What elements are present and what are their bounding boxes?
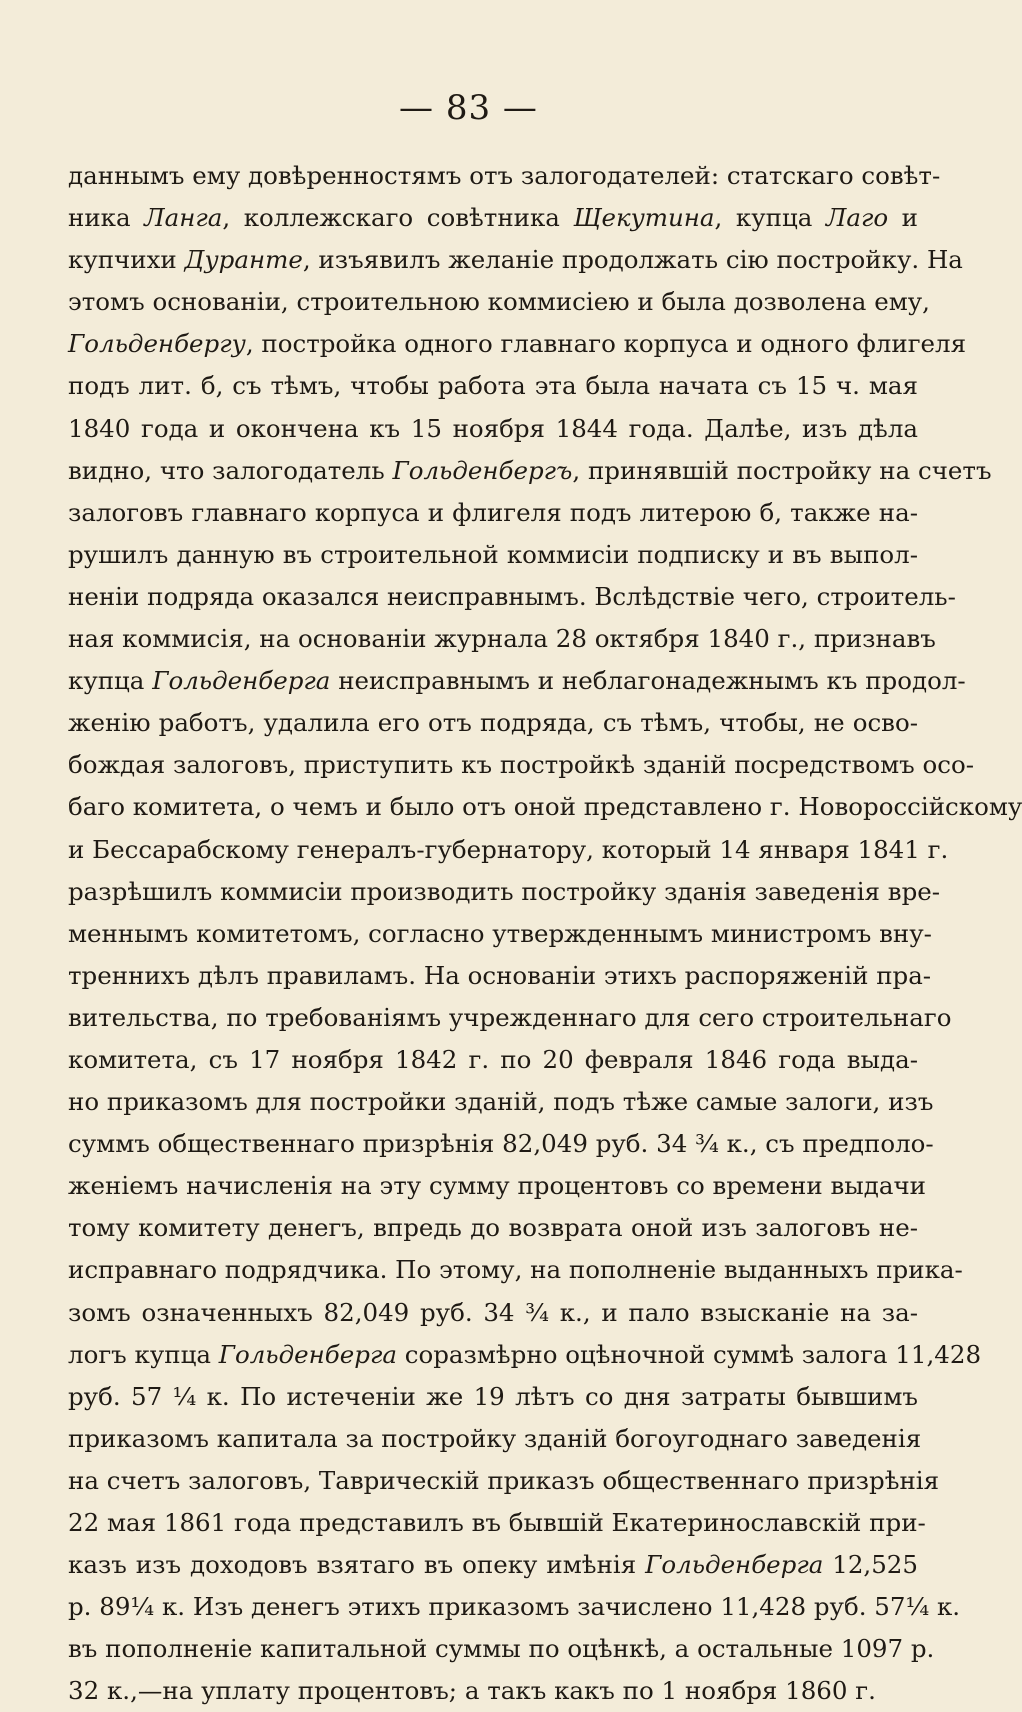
text-line — [68, 1502, 926, 1544]
text-segment: этомъ основаніи, строительною коммисіею и была дозволена ему, — [68, 287, 930, 317]
text-segment: суммъ общественнаго призрѣнія 82,049 руб. 34 ¾ к., съ предполо- — [68, 1129, 934, 1159]
text-line — [68, 744, 975, 786]
text-line — [68, 1334, 982, 1376]
text-line — [68, 871, 941, 913]
text-line — [68, 492, 918, 534]
text-segment: въ пополненіе капитальной суммы по оцѣнкѣ, а остальные 1097 р. — [68, 1634, 935, 1664]
text-line — [68, 534, 918, 576]
text-segment: женію работъ, удалила его отъ подряда, съ тѣмъ, чтобы, не осво- — [68, 708, 918, 738]
text-line — [68, 1586, 961, 1628]
text-line — [68, 1544, 918, 1586]
text-segment: тому комитету денегъ, впредь до возврата оной изъ залоговъ не- — [68, 1213, 918, 1243]
text-segment: руб. 57 ¼ к. По истеченіи же 19 лѣтъ со дня затраты бывшимъ — [68, 1381, 918, 1411]
text-segment: 1840 года и окончена къ 15 ноября 1844 года. Далѣе, изъ дѣла — [68, 413, 918, 443]
text-segment: баго комитета, о чемъ и было отъ оной представлено г. Новороссійскому — [68, 792, 1022, 822]
text-line — [68, 1418, 922, 1460]
text-segment: залоговъ главнаго корпуса и флигеля подъ литерою б, также на- — [68, 497, 918, 527]
text-line — [68, 618, 936, 660]
italic-name: Гольденбергу — [68, 329, 246, 359]
text-line — [68, 1292, 918, 1334]
text-segment: меннымъ комитетомъ, согласно утвержденнымъ министромъ вну- — [68, 918, 932, 948]
text-line — [68, 913, 932, 955]
italic-name: Ланга — [144, 203, 223, 233]
italic-name: Щекутина — [573, 203, 715, 233]
body-text — [68, 155, 1022, 1712]
text-segment: зомъ означенныхъ 82,049 руб. 34 ¾ к., и пало взысканіе на за- — [68, 1297, 918, 1327]
text-line — [68, 365, 918, 407]
text-line — [68, 1165, 927, 1207]
text-line — [68, 1460, 940, 1502]
italic-name: Гольденберга — [152, 666, 331, 696]
text-segment: комитета, съ 17 ноября 1842 г. по 20 февраля 1846 года выда- — [68, 1044, 918, 1074]
text-segment: но приказомъ для постройки зданій, подъ тѣже самые залоги, изъ — [68, 1087, 934, 1117]
text-line — [68, 1628, 935, 1670]
text-segment: 22 мая 1861 года представилъ въ бывшій Екатеринославскій при- — [68, 1508, 926, 1537]
text-segment: вительства, по требованіямъ учрежденнаго для сего строительнаго — [68, 1002, 952, 1032]
italic-name: Гольденберга — [645, 1550, 824, 1580]
text-segment: неніи подряда оказался неисправнымъ. Вслѣдствіе чего, строитель- — [68, 581, 956, 611]
text-segment: соразмѣрно оцѣночной суммѣ залога 11,428 — [396, 1339, 982, 1369]
text-line — [68, 1670, 918, 1712]
text-line — [68, 197, 918, 239]
text-line — [68, 660, 966, 702]
text-segment: бождая залоговъ, приступить къ постройкѣ зданій посредствомъ осо- — [68, 750, 975, 780]
text-line — [68, 155, 941, 197]
italic-name: Дуранте — [184, 245, 303, 275]
text-line — [68, 323, 967, 365]
text-line — [68, 1207, 918, 1249]
text-line — [68, 1376, 918, 1418]
text-segment: р. 89¼ к. Изъ денегъ этихъ приказомъ зачислено 11,428 руб. 57¼ к. — [68, 1592, 961, 1622]
text-segment: ника — [68, 203, 145, 233]
text-line — [68, 281, 930, 323]
text-segment: , изъявилъ желаніе продолжать сію постройку. На — [302, 245, 963, 275]
page-number: — 83 — — [399, 88, 538, 128]
text-segment: исправнаго подрядчика. По этому, на пополненіе выданныхъ прика- — [68, 1255, 963, 1285]
italic-name: Гольденбергъ — [392, 455, 573, 485]
text-segment: купца — [68, 666, 153, 696]
text-line — [68, 450, 992, 492]
text-segment: 12,525 — [823, 1550, 918, 1580]
text-segment: логъ купца — [68, 1339, 219, 1369]
text-line — [68, 702, 918, 744]
italic-name: Гольденберга — [218, 1339, 397, 1369]
italic-name: Лаго — [825, 203, 889, 233]
text-line — [68, 1249, 963, 1291]
text-segment: ная коммисія, на основаніи журнала 28 октября 1840 г., признавъ — [68, 624, 936, 654]
text-line — [68, 1123, 934, 1165]
text-line — [68, 239, 963, 281]
text-segment: , коллежскаго совѣтника — [222, 203, 574, 233]
text-segment: приказомъ капитала за постройку зданій богоугоднаго заведенія — [68, 1423, 922, 1453]
text-segment: неисправнымъ и неблагонадежнымъ къ продол- — [330, 666, 966, 696]
text-line — [68, 786, 1022, 828]
text-segment: треннихъ дѣлъ правиламъ. На основаніи этихъ распоряженій пра- — [68, 960, 932, 990]
text-line — [68, 408, 918, 450]
text-line — [68, 955, 932, 997]
text-segment: и — [888, 203, 918, 233]
text-segment: , принявшій постройку на счетъ — [572, 455, 992, 485]
text-segment: , купца — [714, 203, 826, 233]
text-segment: женіемъ начисленія на эту сумму процентовъ со времени выдачи — [68, 1171, 927, 1201]
text-line — [68, 1039, 918, 1081]
text-segment: 32 к.,—на уплату процентовъ; а такъ какъ по 1 ноября 1860 г. — [68, 1676, 876, 1706]
text-line — [68, 997, 952, 1039]
text-segment: купчихи — [68, 245, 185, 275]
text-segment: видно, что залогодатель — [68, 455, 393, 485]
text-line — [68, 576, 956, 618]
text-segment: и Бессарабскому генералъ-губернатору, который 14 января 1841 г. — [68, 834, 949, 864]
text-segment: даннымъ ему довѣренностямъ отъ залогодателей: статскаго совѣт- — [68, 161, 941, 190]
text-segment: , постройка одного главнаго корпуса и одного флигеля — [245, 329, 967, 359]
text-segment: казъ изъ доходовъ взятаго въ опеку имѣнія — [68, 1550, 646, 1580]
text-line — [68, 829, 949, 871]
text-segment: разрѣшилъ коммисіи производить постройку зданія заведенія вре- — [68, 876, 941, 906]
text-line — [68, 1081, 934, 1123]
text-segment: на счетъ залоговъ, Таврическій приказъ общественнаго призрѣнія — [68, 1465, 940, 1495]
text-segment: подъ лит. б, съ тѣмъ, чтобы работа эта была начата съ 15 ч. мая — [68, 371, 918, 401]
text-segment: рушилъ данную въ строительной коммисіи подписку и въ выпол- — [68, 539, 918, 569]
